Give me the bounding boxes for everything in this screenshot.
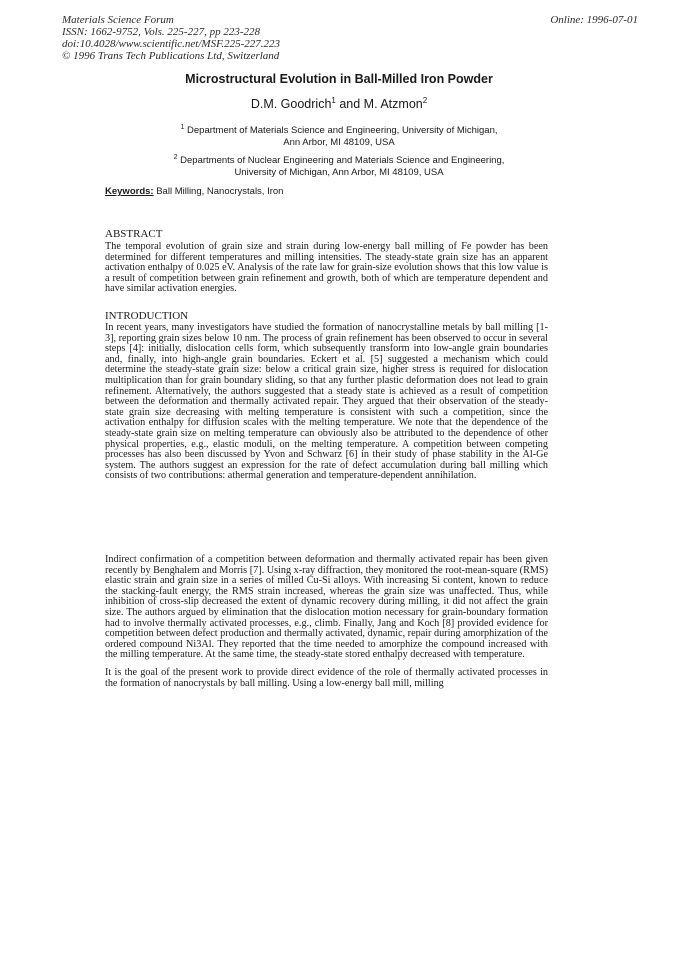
introduction-paragraph-1: In recent years, many investigators have studied the formation of nanocrystalline metals by ball milling [1-3], reporting grain sizes below 10 nm. The process of grain refinement has been observed to occur in several steps [4]: initially, dislocation cells form, which subsequently transform into low-angle grain boundaries and, finally, into high-angle grain boundaries. Eckert et al. [5] suggested a mechanism which could determine the steady-state grain size: below a critical grain size, higher stress is required for dislocation multiplication than for grain boundary sliding, so that any further plastic deformation does not lead to grain refinement. Alternatively, the authors suggested that a steady state is achieved as a result of competition between the deformation and thermally activated repair. They argued that their observation of the steady-state grain size decreasing with melting temperature is consistent with such a competition, since the activation enthalpy for diffusion scales with the melting temperature. We note that the dependence of the steady-state grain size on melting temperature can obviously also be attributed to the dependence of other physical properties, e.g., elastic moduli, on the melting temperature. A competition between competing processes has also been discussed by Yvon and Schwarz [6] in their study of phase stability in the Al-Ge system. The authors suggest an expression for the rate of defect accumulation during ball milling which consists of two contributions: athermal generation and temperature-dependent annihilation. bbox=[105, 322, 548, 482]
journal-name: Materials Science Forum bbox=[62, 14, 174, 26]
introduction-heading: INTRODUCTION bbox=[105, 310, 189, 322]
author-goodrich-sup: 1 bbox=[331, 96, 336, 105]
affiliation-1-sup: 1 bbox=[180, 124, 185, 131]
affiliation-2 bbox=[0, 152, 678, 179]
author-atzmon: M. Atzmon bbox=[363, 97, 423, 112]
affiliation-2-line1: Departments of Nuclear Engineering and Materials Science and Engineering, bbox=[180, 155, 505, 167]
affiliation-1 bbox=[0, 122, 678, 149]
affiliation-2-sup: 2 bbox=[173, 154, 178, 161]
keywords-line bbox=[105, 186, 283, 197]
copyright-line: © 1996 Trans Tech Publications Ltd, Switzerland bbox=[62, 50, 280, 62]
abstract-heading: ABSTRACT bbox=[105, 228, 163, 240]
keywords-label: Keywords: bbox=[105, 186, 154, 197]
affiliation-2-line2: University of Michigan, Ann Arbor, MI 48109, USA bbox=[234, 167, 444, 179]
paper-title: Microstructural Evolution in Ball-Milled Iron Powder bbox=[185, 72, 493, 86]
issn-line: ISSN: 1662-9752, Vols. 225-227, pp 223-228 bbox=[62, 26, 260, 38]
author-and: and bbox=[335, 97, 364, 112]
author-atzmon-sup: 2 bbox=[422, 96, 428, 105]
online-date: Online: 1996-07-01 bbox=[550, 14, 638, 26]
keywords-value: Ball Milling, Nanocrystals, Iron bbox=[156, 186, 284, 197]
citation-block bbox=[62, 14, 280, 62]
introduction-paragraph-3: It is the goal of the present work to provide direct evidence of the role of thermally activated processes in the formation of nanocrystals by ball milling. Using a low-energy ball mill, milling bbox=[105, 667, 548, 689]
introduction-paragraph-2: Indirect confirmation of a competition between deformation and thermally activated repair has been given recently by Benghalem and Morris [7]. Using x-ray diffraction, they monitored the root-mean-square (RMS) elastic strain and grain size in a series of milled Cu-Si alloys. With increasing Si content, known to reduce the stacking-fault energy, the RMS strain increased, whereas the grain size was unaffected. Thus, while inhibition of cross-slip decreased the extent of dynamic recovery during milling, it did not affect the grain size. The authors argued by elimination that the dislocation motion necessary for grain-boundary formation had to involve thermally activated processes, e.g., climb. Finally, Jang and Koch [8] provided evidence for competition between defect production and thermally activated, dynamic, repair during amorphization of the ordered compound Ni3Al. They reported that the time needed to amorphize the compound increased with the milling temperature. At the same time, the steady-state stored enthalpy decreased with temperature. bbox=[105, 554, 548, 661]
affiliation-1-line2: Ann Arbor, MI 48109, USA bbox=[283, 137, 395, 149]
affiliation-1-line1: Department of Materials Science and Engineering, University of Michigan, bbox=[187, 125, 498, 137]
doi-line[interactable]: doi:10.4028/www.scientific.net/MSF.225-227.223 bbox=[62, 38, 281, 50]
author-goodrich: D.M. Goodrich bbox=[250, 97, 332, 112]
abstract-text: The temporal evolution of grain size and strain during low-energy ball milling of Fe powder has been determined for different temperatures and milling intensities. The steady-state grain size has an apparent activation enthalpy of 0.025 eV. Analysis of the rate law for grain-size evolution shows that this low value is a result of competition between grain refinement and growth, both of which are temperature dependent and have similar activation energies. bbox=[105, 241, 548, 295]
author-line bbox=[0, 96, 678, 111]
